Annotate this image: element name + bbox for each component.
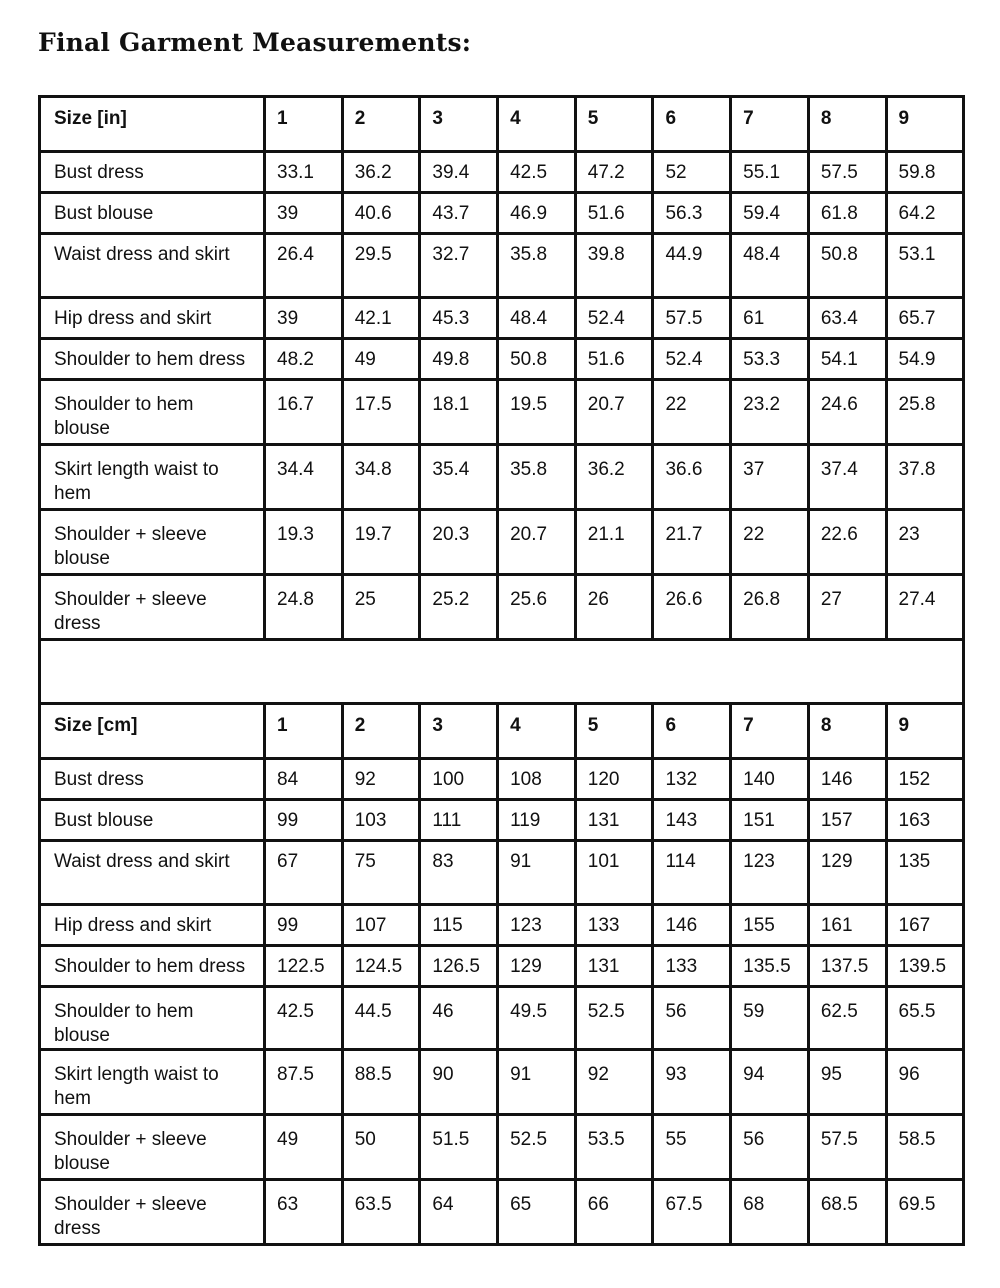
measurement-value: 20.3 xyxy=(420,510,498,575)
measurement-value: 37.8 xyxy=(886,445,964,510)
measurement-value: 114 xyxy=(653,841,731,905)
measurement-label: Waist dress and skirt xyxy=(40,841,265,905)
size-header-2: 2 xyxy=(342,704,420,759)
measurement-value: 68.5 xyxy=(808,1180,886,1245)
measurement-value: 122.5 xyxy=(265,946,343,987)
measurement-value: 133 xyxy=(575,905,653,946)
measurement-value: 26 xyxy=(575,575,653,640)
measurement-value: 93 xyxy=(653,1050,731,1115)
measurement-value: 56 xyxy=(653,987,731,1050)
size-header-1: 1 xyxy=(265,97,343,152)
spacer-row xyxy=(40,640,964,704)
measurement-value: 42.1 xyxy=(342,298,420,339)
measurement-value: 132 xyxy=(653,759,731,800)
measurement-value: 56 xyxy=(731,1115,809,1180)
size-header-8: 8 xyxy=(808,704,886,759)
measurement-value: 84 xyxy=(265,759,343,800)
table-row xyxy=(40,575,964,640)
table-row xyxy=(40,1050,964,1115)
measurement-value: 52.5 xyxy=(498,1115,576,1180)
measurement-value: 92 xyxy=(342,759,420,800)
size-header-5: 5 xyxy=(575,704,653,759)
measurement-value: 123 xyxy=(498,905,576,946)
table-row xyxy=(40,800,964,841)
measurement-value: 139.5 xyxy=(886,946,964,987)
measurement-value: 37.4 xyxy=(808,445,886,510)
table-row xyxy=(40,1180,964,1245)
measurement-label: Bust blouse xyxy=(40,800,265,841)
measurement-value: 58.5 xyxy=(886,1115,964,1180)
size-header-label: Size [cm] xyxy=(40,704,265,759)
measurement-value: 119 xyxy=(498,800,576,841)
measurement-value: 63.5 xyxy=(342,1180,420,1245)
measurement-value: 21.1 xyxy=(575,510,653,575)
measurement-value: 146 xyxy=(808,759,886,800)
measurement-label: Bust dress xyxy=(40,152,265,193)
measurement-value: 44.9 xyxy=(653,234,731,298)
measurement-value: 137.5 xyxy=(808,946,886,987)
measurement-value: 26.8 xyxy=(731,575,809,640)
page-title: Final Garment Measurements: xyxy=(38,28,472,57)
measurement-value: 50.8 xyxy=(498,339,576,380)
measurement-value: 135 xyxy=(886,841,964,905)
measurement-value: 94 xyxy=(731,1050,809,1115)
measurement-value: 57.5 xyxy=(808,1115,886,1180)
measurement-value: 62.5 xyxy=(808,987,886,1050)
measurement-value: 36.2 xyxy=(575,445,653,510)
table-row xyxy=(40,841,964,905)
measurement-value: 107 xyxy=(342,905,420,946)
measurement-value: 23.2 xyxy=(731,380,809,445)
measurement-value: 88.5 xyxy=(342,1050,420,1115)
measurement-value: 27.4 xyxy=(886,575,964,640)
measurement-value: 54.9 xyxy=(886,339,964,380)
measurement-label: Shoulder + sleeve dress xyxy=(40,1180,265,1245)
measurement-label: Hip dress and skirt xyxy=(40,905,265,946)
measurement-value: 63 xyxy=(265,1180,343,1245)
measurement-value: 53.5 xyxy=(575,1115,653,1180)
measurement-value: 115 xyxy=(420,905,498,946)
measurement-value: 53.1 xyxy=(886,234,964,298)
measurement-value: 101 xyxy=(575,841,653,905)
measurement-value: 22 xyxy=(731,510,809,575)
measurement-value: 19.7 xyxy=(342,510,420,575)
size-header-9: 9 xyxy=(886,97,964,152)
measurement-value: 55 xyxy=(653,1115,731,1180)
measurement-value: 124.5 xyxy=(342,946,420,987)
measurement-value: 24.8 xyxy=(265,575,343,640)
measurement-value: 65.5 xyxy=(886,987,964,1050)
measurement-value: 143 xyxy=(653,800,731,841)
measurement-value: 157 xyxy=(808,800,886,841)
measurement-value: 57.5 xyxy=(808,152,886,193)
measurement-value: 161 xyxy=(808,905,886,946)
measurement-value: 51.6 xyxy=(575,193,653,234)
measurement-value: 50.8 xyxy=(808,234,886,298)
size-header-1: 1 xyxy=(265,704,343,759)
measurement-label: Hip dress and skirt xyxy=(40,298,265,339)
size-header-2: 2 xyxy=(342,97,420,152)
measurement-value: 20.7 xyxy=(498,510,576,575)
measurement-value: 34.4 xyxy=(265,445,343,510)
measurement-value: 152 xyxy=(886,759,964,800)
measurement-value: 52.4 xyxy=(653,339,731,380)
measurement-value: 17.5 xyxy=(342,380,420,445)
size-header-4: 4 xyxy=(498,97,576,152)
table-row xyxy=(40,445,964,510)
measurement-value: 19.3 xyxy=(265,510,343,575)
measurement-value: 37 xyxy=(731,445,809,510)
centimeters-section xyxy=(40,704,964,1245)
measurement-value: 163 xyxy=(886,800,964,841)
measurement-value: 25.6 xyxy=(498,575,576,640)
measurement-value: 55.1 xyxy=(731,152,809,193)
measurements-table xyxy=(38,95,965,1246)
measurement-value: 52.5 xyxy=(575,987,653,1050)
measurement-value: 44.5 xyxy=(342,987,420,1050)
inches-section xyxy=(40,97,964,640)
measurement-value: 131 xyxy=(575,800,653,841)
measurement-value: 61.8 xyxy=(808,193,886,234)
measurement-value: 66 xyxy=(575,1180,653,1245)
measurement-value: 146 xyxy=(653,905,731,946)
measurement-value: 42.5 xyxy=(498,152,576,193)
measurement-value: 129 xyxy=(808,841,886,905)
measurement-value: 40.6 xyxy=(342,193,420,234)
table-row xyxy=(40,946,964,987)
measurement-value: 20.7 xyxy=(575,380,653,445)
measurement-value: 46.9 xyxy=(498,193,576,234)
measurement-value: 26.6 xyxy=(653,575,731,640)
measurement-value: 43.7 xyxy=(420,193,498,234)
measurement-value: 140 xyxy=(731,759,809,800)
measurement-value: 75 xyxy=(342,841,420,905)
measurement-value: 56.3 xyxy=(653,193,731,234)
measurement-label: Shoulder + sleeve blouse xyxy=(40,1115,265,1180)
table-row xyxy=(40,152,964,193)
measurement-value: 47.2 xyxy=(575,152,653,193)
table-row xyxy=(40,1115,964,1180)
measurement-value: 83 xyxy=(420,841,498,905)
inches-header-row xyxy=(40,97,964,152)
size-header-label: Size [in] xyxy=(40,97,265,152)
measurement-value: 99 xyxy=(265,905,343,946)
size-header-5: 5 xyxy=(575,97,653,152)
measurement-value: 42.5 xyxy=(265,987,343,1050)
measurement-value: 91 xyxy=(498,841,576,905)
measurement-value: 87.5 xyxy=(265,1050,343,1115)
measurement-value: 90 xyxy=(420,1050,498,1115)
measurement-value: 19.5 xyxy=(498,380,576,445)
measurement-value: 39 xyxy=(265,298,343,339)
size-header-9: 9 xyxy=(886,704,964,759)
measurement-value: 54.1 xyxy=(808,339,886,380)
measurement-value: 92 xyxy=(575,1050,653,1115)
measurement-value: 49 xyxy=(265,1115,343,1180)
table-row xyxy=(40,234,964,298)
measurement-value: 52.4 xyxy=(575,298,653,339)
measurement-value: 32.7 xyxy=(420,234,498,298)
measurement-value: 100 xyxy=(420,759,498,800)
measurement-value: 34.8 xyxy=(342,445,420,510)
size-header-6: 6 xyxy=(653,97,731,152)
measurement-value: 18.1 xyxy=(420,380,498,445)
measurement-value: 29.5 xyxy=(342,234,420,298)
measurement-value: 131 xyxy=(575,946,653,987)
measurement-value: 27 xyxy=(808,575,886,640)
size-header-6: 6 xyxy=(653,704,731,759)
size-header-8: 8 xyxy=(808,97,886,152)
measurement-value: 24.6 xyxy=(808,380,886,445)
size-header-7: 7 xyxy=(731,97,809,152)
measurement-value: 21.7 xyxy=(653,510,731,575)
measurement-value: 49.8 xyxy=(420,339,498,380)
measurement-value: 53.3 xyxy=(731,339,809,380)
measurement-value: 33.1 xyxy=(265,152,343,193)
size-header-7: 7 xyxy=(731,704,809,759)
measurement-value: 129 xyxy=(498,946,576,987)
measurement-value: 36.2 xyxy=(342,152,420,193)
measurement-value: 57.5 xyxy=(653,298,731,339)
table-row xyxy=(40,759,964,800)
measurement-value: 64.2 xyxy=(886,193,964,234)
measurement-value: 67 xyxy=(265,841,343,905)
measurement-value: 23 xyxy=(886,510,964,575)
measurement-value: 48.2 xyxy=(265,339,343,380)
measurement-value: 126.5 xyxy=(420,946,498,987)
measurement-value: 50 xyxy=(342,1115,420,1180)
measurement-label: Shoulder to hem blouse xyxy=(40,380,265,445)
measurement-value: 49.5 xyxy=(498,987,576,1050)
measurement-value: 67.5 xyxy=(653,1180,731,1245)
measurement-value: 22.6 xyxy=(808,510,886,575)
measurement-value: 68 xyxy=(731,1180,809,1245)
measurement-value: 59.8 xyxy=(886,152,964,193)
measurement-value: 108 xyxy=(498,759,576,800)
size-header-3: 3 xyxy=(420,704,498,759)
table-row xyxy=(40,987,964,1050)
measurement-value: 123 xyxy=(731,841,809,905)
measurement-value: 22 xyxy=(653,380,731,445)
size-header-3: 3 xyxy=(420,97,498,152)
measurement-value: 36.6 xyxy=(653,445,731,510)
measurement-value: 63.4 xyxy=(808,298,886,339)
measurement-value: 45.3 xyxy=(420,298,498,339)
measurement-value: 151 xyxy=(731,800,809,841)
table-row xyxy=(40,380,964,445)
measurement-value: 39 xyxy=(265,193,343,234)
measurement-value: 48.4 xyxy=(498,298,576,339)
measurement-value: 51.5 xyxy=(420,1115,498,1180)
measurement-value: 167 xyxy=(886,905,964,946)
measurement-value: 155 xyxy=(731,905,809,946)
measurement-value: 91 xyxy=(498,1050,576,1115)
measurement-value: 16.7 xyxy=(265,380,343,445)
measurement-value: 51.6 xyxy=(575,339,653,380)
measurement-label: Bust dress xyxy=(40,759,265,800)
table-row xyxy=(40,339,964,380)
measurement-value: 25 xyxy=(342,575,420,640)
measurement-value: 39.8 xyxy=(575,234,653,298)
measurement-value: 39.4 xyxy=(420,152,498,193)
measurement-value: 35.4 xyxy=(420,445,498,510)
measurement-label: Shoulder + sleeve dress xyxy=(40,575,265,640)
table-row xyxy=(40,905,964,946)
measurement-label: Shoulder to hem blouse xyxy=(40,987,265,1050)
measurement-value: 99 xyxy=(265,800,343,841)
measurement-value: 52 xyxy=(653,152,731,193)
measurement-value: 35.8 xyxy=(498,234,576,298)
measurement-label: Waist dress and skirt xyxy=(40,234,265,298)
measurement-value: 59 xyxy=(731,987,809,1050)
measurement-value: 65 xyxy=(498,1180,576,1245)
measurement-value: 59.4 xyxy=(731,193,809,234)
measurement-value: 26.4 xyxy=(265,234,343,298)
measurement-value: 103 xyxy=(342,800,420,841)
table-row xyxy=(40,193,964,234)
measurement-label: Skirt length waist to hem xyxy=(40,1050,265,1115)
measurement-label: Skirt length waist to hem xyxy=(40,445,265,510)
measurement-value: 35.8 xyxy=(498,445,576,510)
size-header-4: 4 xyxy=(498,704,576,759)
measurement-label: Bust blouse xyxy=(40,193,265,234)
measurement-value: 49 xyxy=(342,339,420,380)
measurement-value: 135.5 xyxy=(731,946,809,987)
measurement-value: 133 xyxy=(653,946,731,987)
measurement-value: 69.5 xyxy=(886,1180,964,1245)
measurement-label: Shoulder + sleeve blouse xyxy=(40,510,265,575)
centimeters-header-row xyxy=(40,704,964,759)
measurement-label: Shoulder to hem dress xyxy=(40,339,265,380)
measurement-value: 46 xyxy=(420,987,498,1050)
measurement-value: 25.8 xyxy=(886,380,964,445)
measurement-value: 111 xyxy=(420,800,498,841)
measurement-value: 65.7 xyxy=(886,298,964,339)
measurement-value: 25.2 xyxy=(420,575,498,640)
table-row xyxy=(40,510,964,575)
measurement-label: Shoulder to hem dress xyxy=(40,946,265,987)
measurement-value: 95 xyxy=(808,1050,886,1115)
section-spacer xyxy=(40,640,964,704)
measurement-value: 120 xyxy=(575,759,653,800)
measurement-value: 64 xyxy=(420,1180,498,1245)
spacer-cell xyxy=(40,640,964,704)
measurement-value: 48.4 xyxy=(731,234,809,298)
table-row xyxy=(40,298,964,339)
measurement-value: 61 xyxy=(731,298,809,339)
measurement-value: 96 xyxy=(886,1050,964,1115)
